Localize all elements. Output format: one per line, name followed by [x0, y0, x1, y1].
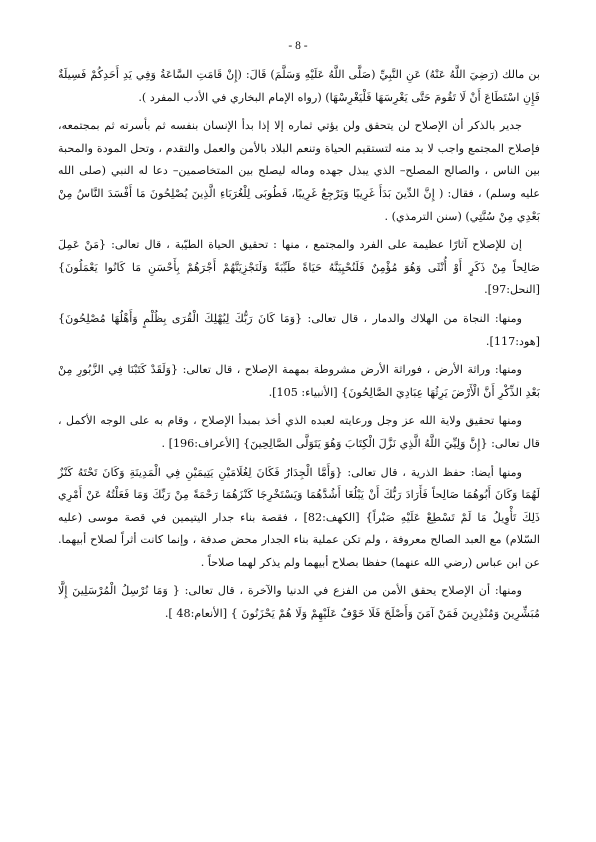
- paragraph-6: ومنها تحقيق ولاية الله عز وجل ورعايته لعبده الذي أخذ بمبدأ الإصلاح ، وقام به على الوجه الأكمل ، قال تعالى: {إِنَّ وَلِيِّيَ اللَّهُ الَّذِي نَزَّلَ الْكِتَابَ وَهُوَ يَتَوَلَّى الصَّالِحِينَ} [الأعراف:196] .: [58, 414, 540, 450]
- paragraph-7: ومنها أيضا: حفظ الذرية ، قال تعالى: {وَأَمَّا الْجِدَارُ فَكَانَ لِغُلَامَيْنِ يَتِيمَيْنِ فِي الْمَدِينَةِ وَكَانَ تَحْتَهُ كَنْزٌ لَهُمَا وَكَانَ أَبُوهُمَا صَالِحاً فَأَرَادَ رَبُّكَ أَنْ يَبْلُغَا أَشُدَّهُمَا وَيَسْتَخْرِجَا كَنْزَهُمَا رَحْمَةً مِنْ رَبِّكَ وَمَا فَعَلْتُهُ عَنْ أَمْرِي ذَلِكَ تَأْوِيلُ مَا لَمْ تَسْطِعْ عَلَيْهِ صَبْراً} [الكهف:82] ، فقصة بناء جدار اليتيمين في قصة موسى (عليه السّلام) مع العبد الصالح معروفة ، ولم تكن عملية بناء الجدار محض صدفة ، وإنما كانت أثراً لصلاح أبيهما. عن ابن عباس (رضي الله عنهما) حفظا بصلاح أبيهما ولم يذكر لهما صلاحاً .: [58, 465, 540, 569]
- paragraph-8: ومنها: أن الإصلاح يحقق الأمن من الفزع في الدنيا والآخرة ، قال تعالى: { وَمَا نُرْسِلُ الْمُرْسَلِينَ إِلَّا مُبَشِّرِينَ وَمُنْذِرِينَ فَمَنْ آمَنَ وَأَصْلَحَ فَلَا خَوْفٌ عَلَيْهِمْ وَلَا هُمْ يَحْزَنُونَ } [الأنعام:48 ].: [58, 584, 540, 621]
- page-body: [58, 64, 540, 632]
- paragraph-1: بن مالك (رَضِيَ اللَّهُ عَنْهُ) عَنِ النَّبِيِّ (صَلَّى اللَّهُ عَلَيْهِ وَسَلَّمَ) قَالَ: (إِنْ قَامَتِ السَّاعَةُ وَفِي يَدِ أَحَدِكُمْ فَسِيلَةٌ فَإِنِ اسْتَطَاعَ أَنْ لَا تَقُومَ حَتَّى يَغْرِسَهَا فَلْيَغْرِسْهَا) (رواه الإمام البخاري في الأدب المفرد ).: [58, 68, 540, 104]
- page-number: - 8 -: [288, 40, 308, 52]
- paragraph-5: ومنها: وراثة الأرض ، فوراثة الأرض مشروطة بمهمة الإصلاح ، قال تعالى: {وَلَقَدْ كَتَبْنَا فِي الزَّبُورِ مِنْ بَعْدِ الذِّكْرِ أَنَّ الْأَرْضَ يَرِثُهَا عِبَادِيَ الصَّالِحُونَ} [الأنبياء: 105].: [58, 363, 540, 399]
- paragraph-4: ومنها: النجاة من الهلاك والدمار ، قال تعالى: {وَمَا كَانَ رَبُّكَ لِيُهْلِكَ الْقُرَى بِظُلْمٍ وَأَهْلُهَا مُصْلِحُونَ} [هود:117].: [58, 311, 540, 348]
- paragraph-3: إن للإصلاح آثارًا عظيمة على الفرد والمجتمع ، منها : تحقيق الحياة الطيّبة ، قال تعالى: {مَنْ عَمِلَ صَالِحاً مِنْ ذَكَرٍ أَوْ أُنْثَى وَهُوَ مُؤْمِنٌ فَلَنُحْيِيَنَّهُ حَيَاةً طَيِّبَةً وَلَنَجْزِيَنَّهُمْ أَجْرَهُمْ بِأَحْسَنِ مَا كَانُوا يَعْمَلُونَ} [النحل:97].: [58, 238, 540, 297]
- paragraph-2: جدير بالذكر أن الإصلاح لن يتحقق ولن يؤتي ثماره إلا إذا بدأ الإنسان بنفسه ثم بأسرته ثم بمجتمعه، فإصلاح المجتمع واجب لا بد منه لتستقيم الحياة وتنعم البلاد بالأمن والعمل والتقدم ، وتحل المودة والمحبة بين الناس ، والصالح المصلح– الذي يبذل جهده وماله ليصلح بين المتخاصمين– دعا له النبي (صلى الله عليه وسلم) ، فقال: ( إِنَّ الدِّينَ بَدَأَ غَرِيبًا وَيَرْجِعُ غَرِيبًا، فَطُوبَى لِلْغُرَبَاءِ الَّذِينَ يُصْلِحُونَ مَا أَفْسَدَ النَّاسُ مِنْ بَعْدِي مِنْ سُنَّتِي) (سنن الترمذي) .: [58, 119, 540, 223]
